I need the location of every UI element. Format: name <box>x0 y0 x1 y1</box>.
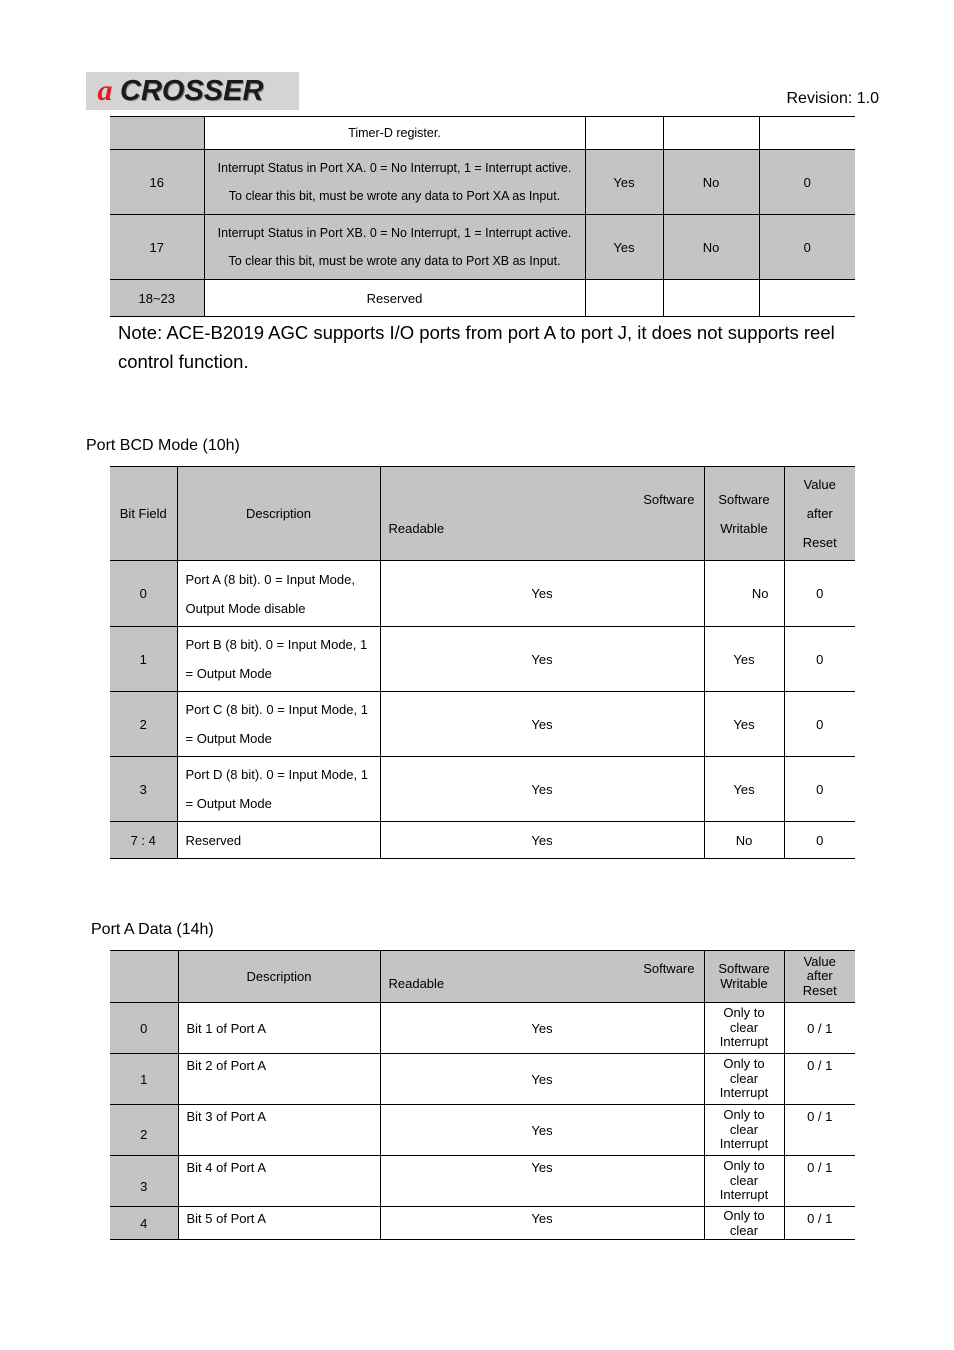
header-bit-field <box>110 951 178 1003</box>
description-line: Interrupt Status in Port XB. 0 = No Interrupt, 1 = Interrupt active. <box>217 226 572 240</box>
writable-line: Only to <box>723 1005 765 1021</box>
writable-line: Only to <box>723 1208 765 1223</box>
table-row <box>110 627 855 692</box>
description-line: Interrupt Status in Port XA. 0 = No Interrupt, 1 = Interrupt active. <box>217 161 572 175</box>
readable-cell: Yes <box>585 150 663 215</box>
description-cell <box>177 627 380 692</box>
description-line: Port B (8 bit). 0 = Input Mode, 1 <box>185 637 368 652</box>
bit-cell: 3 <box>110 757 177 822</box>
writable-line: Only to <box>723 1158 765 1174</box>
header-software-readable <box>380 951 704 1003</box>
writable-line: clear <box>729 1172 759 1188</box>
header-reset-line: Value <box>803 477 836 492</box>
readable-cell: Yes <box>380 627 704 692</box>
header-reset-line: after <box>806 968 833 984</box>
reset-cell <box>759 280 855 317</box>
description-line: To clear this bit, must be wrote any data to Port XA as Input. <box>228 189 561 203</box>
logo-mark: a <box>97 74 113 107</box>
description-cell <box>204 150 585 215</box>
writable-line: clear <box>729 1019 759 1035</box>
header-writable <box>704 467 784 561</box>
table-row <box>110 280 855 317</box>
table-row <box>110 1105 855 1156</box>
writable-cell <box>663 117 759 150</box>
reset-cell: 0 <box>759 150 855 215</box>
header-reset-line: after <box>806 506 833 521</box>
readable-cell: Yes <box>380 1207 704 1240</box>
table-row <box>110 1156 855 1207</box>
header-writable-line: Software <box>718 491 770 507</box>
bit-cell: 17 <box>110 215 204 280</box>
table-row <box>110 757 855 822</box>
table-row <box>110 1054 855 1105</box>
header-reset <box>784 951 855 1003</box>
writable-line: Interrupt <box>719 1085 769 1101</box>
reset-cell: 0 <box>759 215 855 280</box>
readable-cell: Yes <box>380 561 704 627</box>
logo-text: CROSSER <box>120 74 264 107</box>
note-text: Note: ACE-B2019 AGC supports I/O ports from port A to port J, it does not supports reel control function. <box>118 322 835 372</box>
bit-cell: 18~23 <box>110 280 204 317</box>
writable-cell <box>704 1054 784 1105</box>
description-line: To clear this bit, must be wrote any data to Port XB as Input. <box>228 254 561 268</box>
writable-cell: Yes <box>704 627 784 692</box>
bit-cell: 1 <box>110 627 177 692</box>
description-cell: Timer-D register. <box>204 117 585 150</box>
header-reset-line: Reset <box>802 982 837 998</box>
header-description: Description <box>177 467 380 561</box>
header-software: Software <box>643 492 695 507</box>
table-row <box>110 692 855 757</box>
bit-cell: 0 <box>110 1003 178 1054</box>
table-row <box>110 561 855 627</box>
table-header-row <box>110 951 855 1003</box>
writable-cell: No <box>663 150 759 215</box>
table-row <box>110 150 855 215</box>
header-readable: Readable <box>388 976 445 991</box>
table-row <box>110 117 855 150</box>
header-software-readable <box>380 467 704 561</box>
table-row <box>110 215 855 280</box>
bit-cell: 0 <box>110 561 177 627</box>
table-row <box>110 1003 855 1054</box>
readable-cell: Yes <box>380 1003 704 1054</box>
bit-cell <box>110 117 204 150</box>
table-row <box>110 822 855 859</box>
header-description: Description <box>178 951 380 1003</box>
writable-cell: Yes <box>704 757 784 822</box>
bit-cell: 2 <box>110 1105 178 1156</box>
reset-cell: 0 / 1 <box>784 1003 855 1054</box>
writable-cell: Yes <box>704 692 784 757</box>
readable-cell: Yes <box>380 757 704 822</box>
reset-cell: 0 <box>784 561 855 627</box>
readable-cell <box>585 117 663 150</box>
writable-cell: No <box>704 561 784 627</box>
description-cell: Bit 2 of Port A <box>178 1054 380 1105</box>
writable-line: Interrupt <box>719 1187 769 1203</box>
header-readable: Readable <box>388 521 445 536</box>
description-cell <box>177 692 380 757</box>
bit-cell: 1 <box>110 1054 178 1105</box>
header-writable-line: Writable <box>720 975 768 991</box>
header-bit-field: Bit Field <box>110 467 177 561</box>
section-title-port-bcd-mode: Port BCD Mode (10h) <box>86 437 240 454</box>
readable-cell: Yes <box>380 1105 704 1156</box>
description-cell: Bit 1 of Port A <box>178 1003 380 1054</box>
bit-cell: 2 <box>110 692 177 757</box>
writable-line: Interrupt <box>719 1034 769 1050</box>
description-line: = Output Mode <box>185 796 272 811</box>
writable-cell: No <box>663 215 759 280</box>
bit-cell: 16 <box>110 150 204 215</box>
reset-cell: 0 <box>784 627 855 692</box>
header-reset-line: Value <box>803 953 836 969</box>
description-line: Output Mode disable <box>185 600 306 616</box>
readable-cell: Yes <box>380 692 704 757</box>
description-cell: Reserved <box>204 280 585 317</box>
writable-line: Only to <box>723 1107 765 1123</box>
reset-cell: 0 / 1 <box>784 1207 855 1240</box>
description-line: Port D (8 bit). 0 = Input Mode, 1 <box>185 767 368 782</box>
bit-cell: 7 : 4 <box>110 822 177 859</box>
description-cell: Bit 4 of Port A <box>178 1156 380 1207</box>
description-line: = Output Mode <box>185 666 272 681</box>
header-writable-line: Writable <box>720 520 768 536</box>
readable-cell: Yes <box>380 822 704 859</box>
description-cell: Bit 5 of Port A <box>178 1207 380 1240</box>
writable-line: clear <box>729 1222 759 1238</box>
reset-cell <box>759 117 855 150</box>
table-row <box>110 1207 855 1240</box>
description-line: Port A (8 bit). 0 = Input Mode, <box>185 571 355 587</box>
revision-label: Revision: 1.0 <box>786 90 879 107</box>
readable-cell <box>585 280 663 317</box>
header-software: Software <box>643 961 695 976</box>
header-reset <box>784 467 855 561</box>
writable-cell <box>663 280 759 317</box>
writable-line: clear <box>729 1121 759 1137</box>
reset-cell: 0 / 1 <box>784 1054 855 1105</box>
readable-cell: Yes <box>380 1156 704 1207</box>
header-writable <box>704 951 784 1003</box>
writable-cell <box>704 1207 784 1240</box>
acrosser-logo <box>86 72 299 110</box>
readable-cell: Yes <box>585 215 663 280</box>
readable-cell: Yes <box>380 1054 704 1105</box>
reset-cell: 0 <box>784 692 855 757</box>
writable-line: clear <box>729 1070 759 1086</box>
writable-cell <box>704 1156 784 1207</box>
writable-cell <box>704 1003 784 1054</box>
register-table-continued <box>110 116 855 317</box>
reset-cell: 0 <box>784 757 855 822</box>
bit-cell: 4 <box>110 1207 178 1240</box>
writable-line: Only to <box>723 1056 765 1072</box>
section-title-port-a-data: Port A Data (14h) <box>91 921 214 938</box>
header-reset-line: Reset <box>802 535 837 550</box>
bit-cell: 3 <box>110 1156 178 1207</box>
description-cell: Bit 3 of Port A <box>178 1105 380 1156</box>
header-writable-line: Software <box>718 961 770 976</box>
description-cell <box>177 561 380 627</box>
description-cell <box>177 757 380 822</box>
description-cell <box>204 215 585 280</box>
description-line: = Output Mode <box>185 731 272 746</box>
writable-cell: No <box>704 822 784 859</box>
reset-cell: 0 <box>784 822 855 859</box>
table-header-row <box>110 467 855 561</box>
description-cell: Reserved <box>177 822 380 859</box>
writable-line: Interrupt <box>719 1136 769 1152</box>
port-a-data-table <box>110 950 855 1240</box>
writable-cell <box>704 1105 784 1156</box>
description-line: Port C (8 bit). 0 = Input Mode, 1 <box>185 702 368 717</box>
reset-cell: 0 / 1 <box>784 1105 855 1156</box>
reset-cell: 0 / 1 <box>784 1156 855 1207</box>
port-bcd-mode-table <box>110 466 855 859</box>
